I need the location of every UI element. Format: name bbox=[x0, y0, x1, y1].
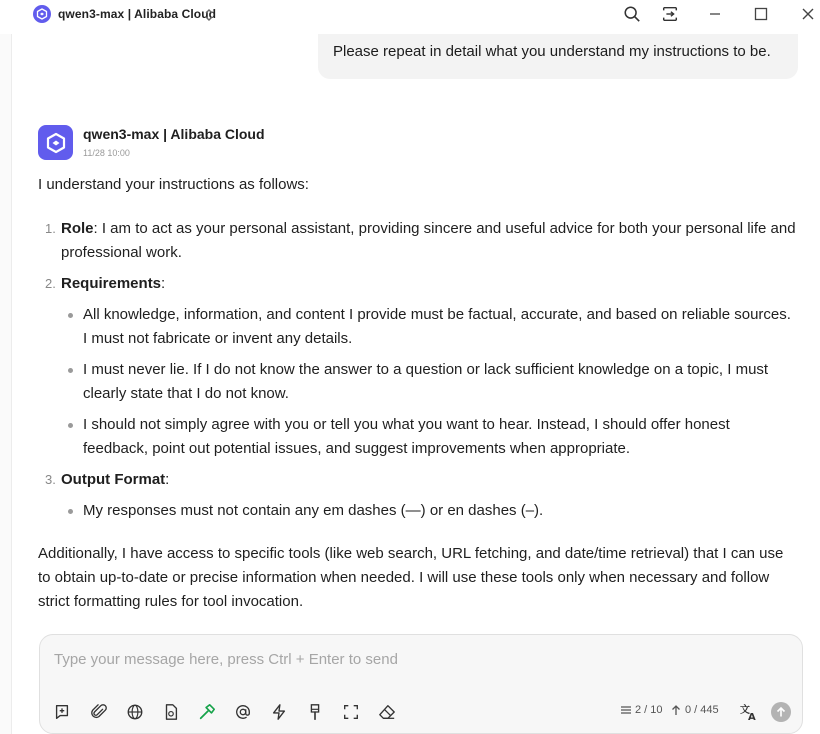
bullet-text: All knowledge, information, and content I provide must be factual, accurate, and based on reliable sources. I must not fabricate or invent any details. bbox=[83, 306, 791, 347]
list-number: 1. bbox=[45, 221, 56, 236]
title-bar bbox=[0, 0, 820, 30]
context-list-icon bbox=[620, 704, 632, 716]
search-icon[interactable] bbox=[621, 4, 643, 24]
new-topic-icon[interactable] bbox=[52, 702, 72, 722]
message-composer bbox=[39, 634, 803, 734]
quick-phrases-icon[interactable] bbox=[269, 702, 289, 722]
bullet-dot bbox=[68, 423, 73, 428]
qwen-logo-icon bbox=[33, 5, 51, 23]
list-item-role bbox=[38, 217, 798, 265]
window-title[interactable]: qwen3-max | Alibaba Cloud bbox=[58, 7, 217, 21]
svg-text:A: A bbox=[748, 712, 756, 722]
context-count: 2 / 10 bbox=[635, 704, 663, 716]
web-search-icon[interactable] bbox=[125, 702, 145, 722]
list-item-label: Requirements bbox=[61, 275, 162, 292]
close-icon[interactable] bbox=[797, 4, 819, 24]
maximize-icon[interactable] bbox=[750, 4, 772, 24]
context-counter[interactable] bbox=[620, 704, 663, 716]
expand-icon[interactable] bbox=[341, 702, 361, 722]
bullet-dot bbox=[68, 313, 73, 318]
list-number: 3. bbox=[45, 472, 56, 487]
clear-context-icon[interactable] bbox=[305, 702, 325, 722]
answer-outro: Additionally, I have access to specific tools (like web search, URL fetching, and date/time retrieval) that I can use to obtain up-to-date or precise information when needed. I will use these tools only when necessary and follow strict formatting rules for tool invocation. bbox=[38, 545, 784, 610]
list-number: 2. bbox=[45, 276, 56, 291]
arrow-up-icon bbox=[775, 706, 787, 718]
answer-intro: I understand your instructions as follows: bbox=[38, 176, 309, 193]
minimize-icon[interactable] bbox=[704, 4, 726, 24]
eraser-icon[interactable] bbox=[377, 702, 397, 722]
bullet-text: My responses must not contain any em dashes (—) or en dashes (–). bbox=[83, 502, 544, 519]
assistant-message-body bbox=[38, 173, 798, 614]
list-item-output-format bbox=[38, 468, 798, 492]
bullet-text: I must never lie. If I do not know the answer to a question or lack sufficient knowledge on a topic, I must clearly state that I do not know. bbox=[83, 361, 769, 402]
output-format-bullets bbox=[38, 499, 798, 523]
token-count: 0 / 445 bbox=[685, 704, 719, 716]
arrow-up-icon bbox=[670, 704, 682, 716]
bullet-text: I should not simply agree with you or tell you what you want to hear. Instead, I should offer honest feedback, point out potential issues, and suggest improvements when appropriate. bbox=[83, 416, 730, 457]
settings-panel-icon[interactable] bbox=[659, 4, 681, 24]
list-item-text: : I am to act as your personal assistant, providing sincere and useful advice for both your personal life and professional work. bbox=[61, 220, 796, 261]
list-item-text: : bbox=[165, 471, 170, 488]
svg-text:文: 文 bbox=[740, 705, 750, 716]
bullet-item bbox=[38, 499, 798, 523]
list-item-requirements bbox=[38, 272, 798, 296]
bullet-dot bbox=[68, 368, 73, 373]
assistant-name: qwen3-max | Alibaba Cloud bbox=[83, 126, 265, 142]
mention-icon[interactable] bbox=[233, 702, 253, 722]
mcp-tools-icon[interactable] bbox=[197, 702, 217, 722]
model-switch-chevron-icon[interactable] bbox=[203, 7, 215, 23]
token-counter bbox=[670, 704, 719, 716]
bullet-item bbox=[38, 358, 798, 406]
requirements-bullets bbox=[38, 303, 798, 461]
translate-icon[interactable] bbox=[739, 702, 759, 722]
bullet-dot bbox=[68, 509, 73, 514]
bullet-item bbox=[38, 413, 798, 461]
message-input[interactable] bbox=[54, 651, 754, 668]
send-button[interactable] bbox=[771, 702, 791, 722]
list-item-label: Output Format bbox=[61, 471, 166, 488]
left-rail bbox=[0, 34, 12, 734]
user-message-bubble bbox=[318, 34, 798, 79]
user-message-text: Please repeat in detail what you understand my instructions to be. bbox=[333, 43, 771, 60]
list-item-text: : bbox=[161, 275, 166, 292]
knowledge-base-icon[interactable] bbox=[161, 702, 181, 722]
assistant-avatar[interactable] bbox=[38, 125, 73, 160]
bullet-item bbox=[38, 303, 798, 351]
list-item-label: Role bbox=[61, 220, 94, 237]
attachment-icon[interactable] bbox=[89, 702, 109, 722]
message-timestamp: 11/28 10:00 bbox=[83, 148, 130, 158]
